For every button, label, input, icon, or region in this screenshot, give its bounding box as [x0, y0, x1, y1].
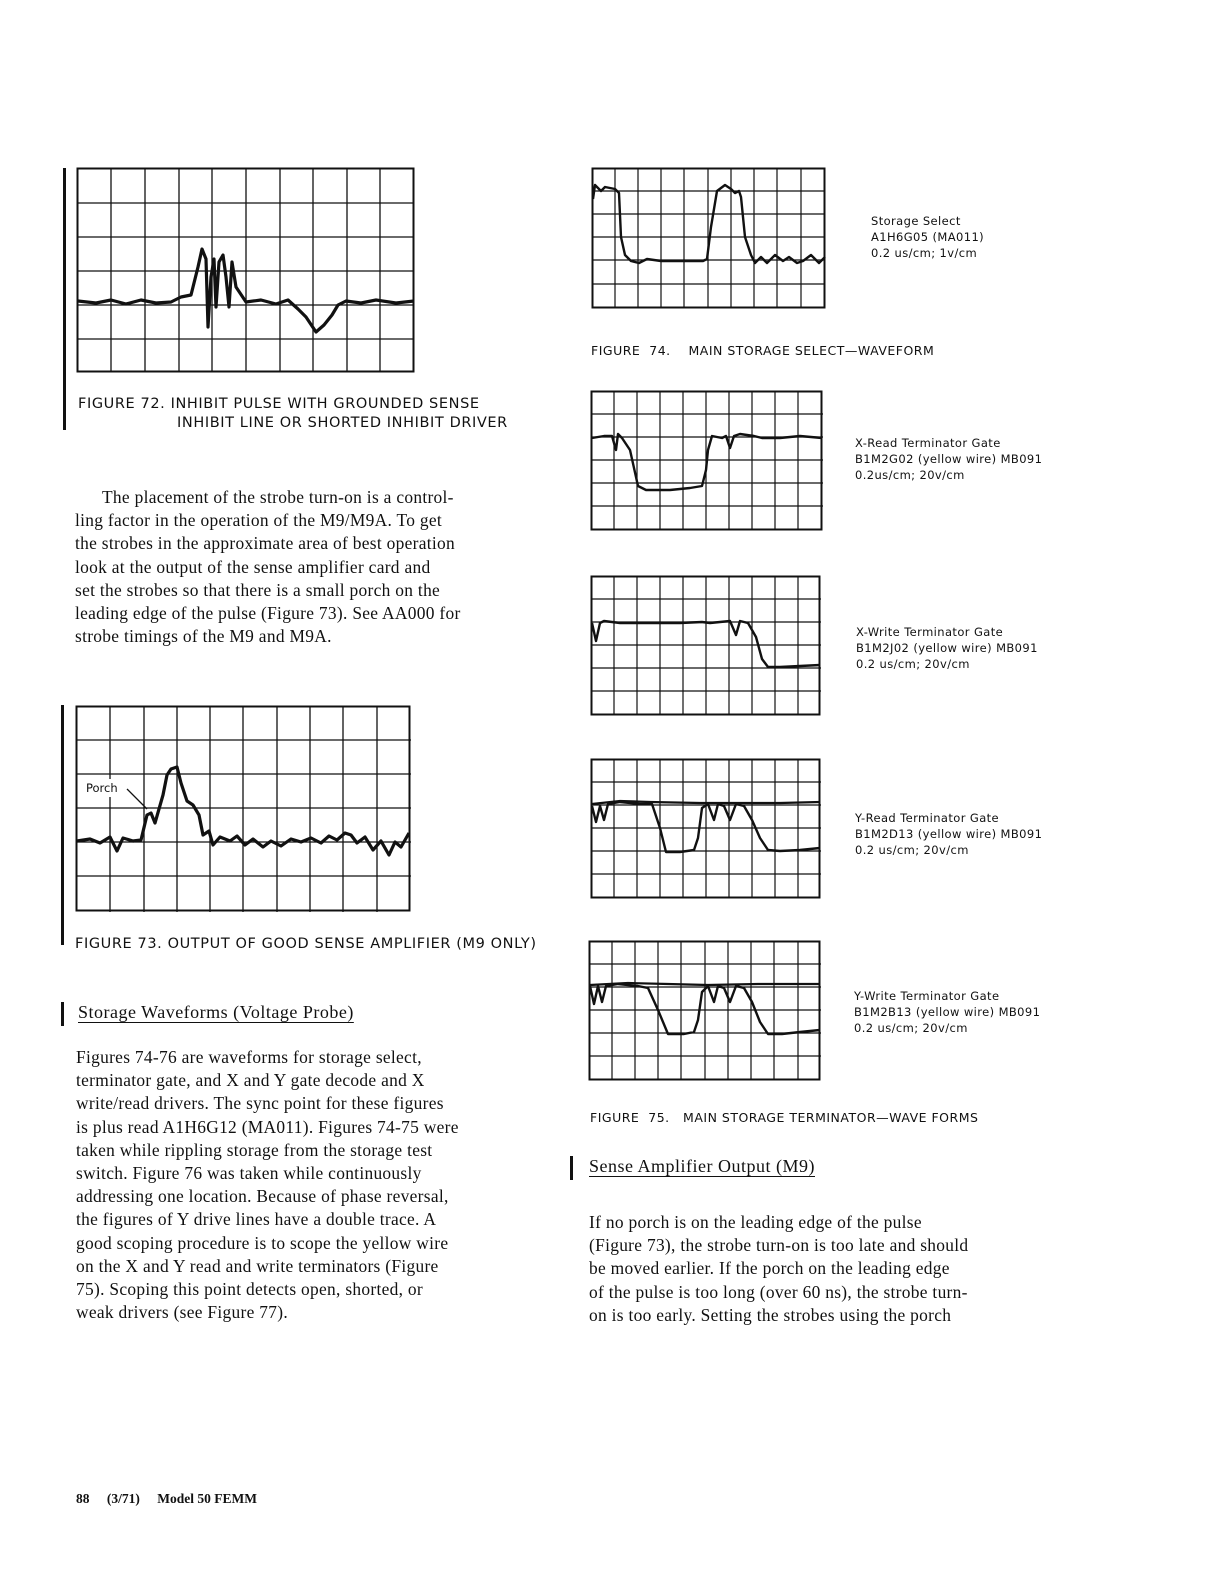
caption-line: INHIBIT LINE OR SHORTED INHIBIT DRIVER — [177, 415, 508, 431]
text-line: taken while rippling storage from the storage test — [76, 1139, 433, 1160]
text-line: The placement of the strobe turn-on is a control- — [102, 487, 454, 507]
change-bar — [63, 168, 66, 430]
text-line: write/read drivers. The sync point for these figures — [76, 1093, 444, 1114]
figure-75-y-read-label — [855, 810, 1042, 858]
label-line: Y-Write Terminator Gate — [854, 989, 1000, 1003]
text-line: good scoping procedure is to scope the yellow wire — [76, 1232, 449, 1253]
change-bar — [61, 705, 64, 945]
text-line: the strobes in the approximate area of best operation — [75, 533, 456, 554]
text-line: switch. Figure 76 was taken while continuously — [76, 1163, 422, 1184]
figure-73-caption — [75, 935, 537, 954]
figure-74-label — [871, 213, 984, 261]
figure-75-x-write-oscillogram — [590, 575, 822, 716]
text-line: strobe timings of the M9 and M9A. — [75, 626, 332, 647]
text-line: look at the output of the sense amplifier card and — [75, 556, 431, 577]
label-line: 0.2us/cm; 20v/cm — [855, 468, 965, 482]
text-line: leading edge of the pulse (Figure 73). See AA000 for — [75, 603, 461, 624]
figure-74-storage-select-oscillogram — [591, 167, 827, 309]
text-line: set the strobes so that there is a small porch on the — [75, 579, 441, 600]
text-line: is plus read A1H6G12 (MA011). Figures 74-75 were — [76, 1116, 459, 1137]
text-line: addressing one location. Because of phase reversal, — [76, 1186, 449, 1207]
figure-72-caption — [78, 395, 508, 433]
text-line: If no porch is on the leading edge of the pulse — [589, 1212, 922, 1232]
change-bar — [570, 1156, 573, 1180]
paragraph-strobe-placement — [75, 486, 555, 648]
label-line: B1M2G02 (yellow wire) MB091 — [855, 452, 1043, 466]
figure-75-y-write-label — [854, 988, 1040, 1036]
text-line: on the X and Y read and write terminators (Figure — [76, 1255, 439, 1276]
manual-title: Model 50 FEMM — [157, 1491, 257, 1506]
text-line: (Figure 73), the strobe turn-on is too late and should — [589, 1235, 969, 1256]
caption-line: FIGURE 72. INHIBIT PULSE WITH GROUNDED SENSE — [78, 396, 480, 412]
text-line: weak drivers (see Figure 77). — [76, 1302, 289, 1323]
text-line: the figures of Y drive lines have a double trace. A — [76, 1209, 437, 1230]
page-number: 88 — [76, 1491, 90, 1506]
paragraph-sense-amplifier — [589, 1211, 1089, 1327]
text-line: 75). Scoping this point detects open, shorted, or — [76, 1279, 424, 1300]
figure-74-caption: FIGURE 74. MAIN STORAGE SELECT—WAVEFORM — [591, 343, 935, 358]
text-line: ling factor in the operation of the M9/M9A. To get — [75, 510, 442, 531]
figure-75-caption: FIGURE 75. MAIN STORAGE TERMINATOR—WAVE FORMS — [590, 1110, 979, 1125]
label-line: Storage Select — [871, 214, 961, 228]
figure-75-x-read-label — [855, 435, 1042, 483]
label-line: A1H6G05 (MA011) — [871, 230, 985, 244]
text-line: terminator gate, and X and Y gate decode and X — [76, 1070, 425, 1091]
label-line: X-Read Terminator Gate — [855, 436, 1001, 450]
text-line: be moved earlier. If the porch on the leading edge — [589, 1258, 950, 1279]
revision-date: (3/71) — [106, 1491, 140, 1506]
label-line: B1M2B13 (yellow wire) MB091 — [854, 1005, 1041, 1019]
caption-line: FIGURE 73. OUTPUT OF GOOD SENSE AMPLIFIER (M9 ONLY) — [75, 936, 537, 952]
porch-label: Porch — [86, 781, 118, 795]
label-line: X-Write Terminator Gate — [856, 625, 1004, 639]
section-heading-sense-amplifier-output: Sense Amplifier Output (M9) — [589, 1156, 815, 1176]
section-heading-storage-waveforms: Storage Waveforms (Voltage Probe) — [78, 1002, 354, 1022]
label-line: 0.2 us/cm; 1v/cm — [871, 246, 978, 260]
text-line: Figures 74-76 are waveforms for storage select, — [76, 1047, 422, 1067]
change-bar — [61, 1002, 64, 1026]
label-line: B1M2J02 (yellow wire) MB091 — [856, 641, 1038, 655]
figure-75-y-write-oscillogram — [588, 940, 822, 1081]
text-line: of the pulse is too long (over 60 ns), the strobe turn- — [589, 1281, 968, 1302]
figure-72-oscillogram — [76, 167, 416, 373]
label-line: 0.2 us/cm; 20v/cm — [854, 1021, 968, 1035]
paragraph-storage-waveforms — [76, 1046, 566, 1324]
figure-75-x-read-oscillogram — [590, 390, 824, 531]
text-line: on is too early. Setting the strobes using the porch — [589, 1304, 952, 1325]
page-footer — [76, 1491, 257, 1507]
figure-75-y-read-oscillogram — [590, 758, 822, 899]
figure-75-x-write-label — [856, 624, 1038, 672]
label-line: B1M2D13 (yellow wire) MB091 — [855, 827, 1043, 841]
label-line: 0.2 us/cm; 20v/cm — [856, 657, 970, 671]
label-line: Y-Read Terminator Gate — [855, 811, 1000, 825]
label-line: 0.2 us/cm; 20v/cm — [855, 843, 969, 857]
figure-73-oscillogram — [75, 705, 413, 913]
